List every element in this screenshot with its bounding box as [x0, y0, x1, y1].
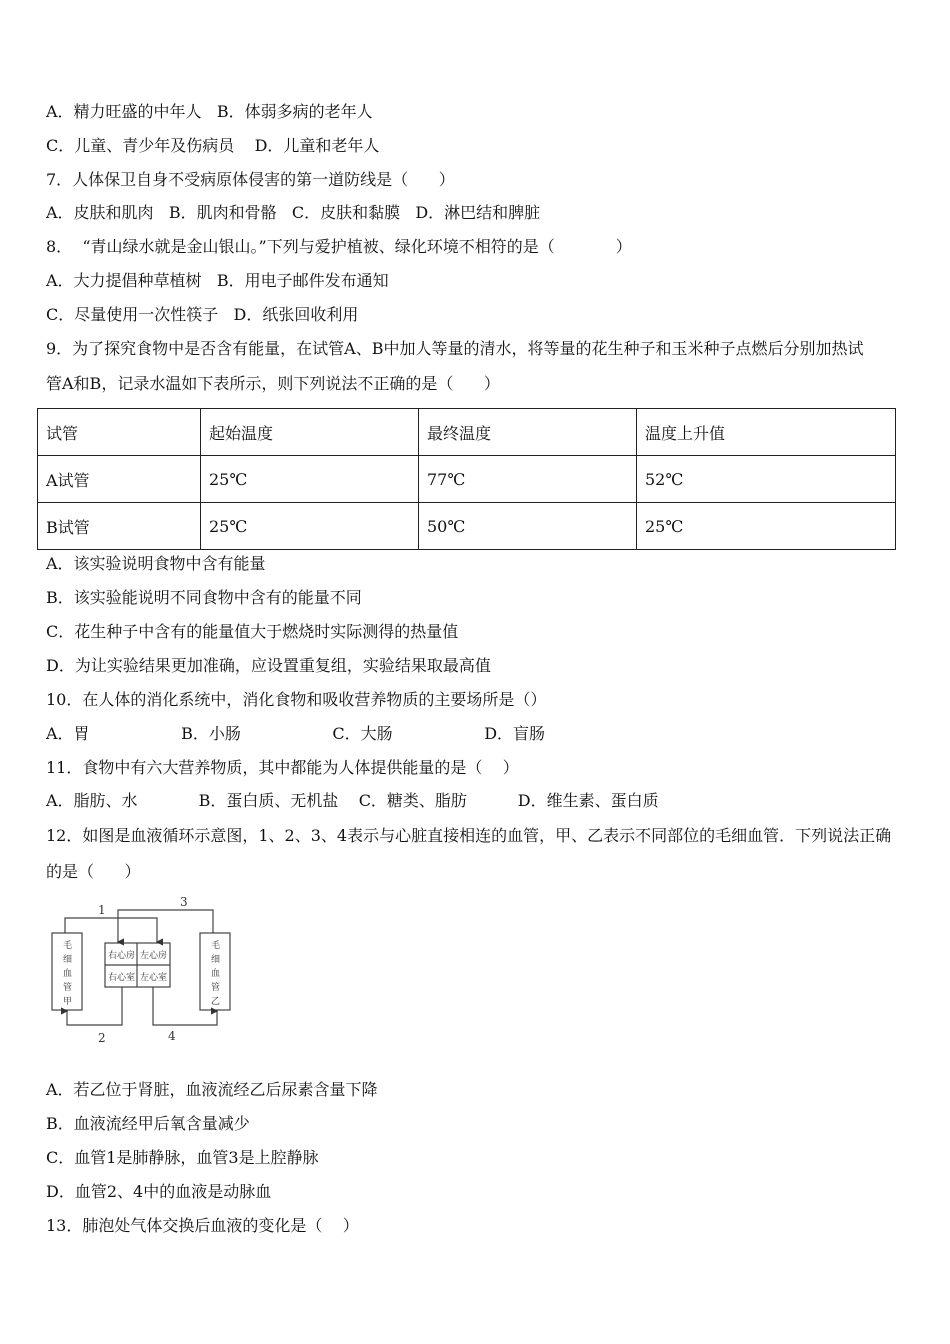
svg-text:细: 细: [211, 955, 221, 965]
option-line: D．为让实验结果更加准确，应设置重复组，实验结果取最高值: [46, 656, 491, 675]
svg-text:血: 血: [63, 969, 73, 979]
vessel-2: [67, 987, 122, 1025]
question-8: 8． “青山绿水就是金山银山。”下列与爱护植被、绿化环境不相符的是（ ）: [46, 237, 632, 256]
question-11: 11．食物中有六大营养物质，其中都能为人体提供能量的是（ ）: [46, 758, 519, 777]
table-cell: 25℃: [201, 503, 419, 550]
option-line: C．儿童、青少年及伤病员 D．儿童和老年人: [46, 136, 380, 155]
left-atrium-label: 左心房: [140, 951, 168, 961]
option-line: A．胃 B．小肠 C．大肠 D．盲肠: [46, 724, 546, 743]
vessel-2-label: 2: [98, 1031, 106, 1045]
svg-text:管: 管: [211, 983, 221, 993]
table-cell: A试管: [38, 456, 201, 503]
option-line: D．血管2、4中的血液是动脉血: [46, 1182, 272, 1201]
question-13: 13．肺泡处气体交换后血液的变化是（ ）: [46, 1216, 359, 1235]
vessel-4: [153, 987, 217, 1025]
table-cell: 50℃: [419, 503, 637, 550]
svg-text:毛: 毛: [63, 941, 73, 951]
svg-text:乙: 乙: [211, 997, 221, 1007]
temperature-table: [37, 408, 896, 550]
svg-text:甲: 甲: [63, 997, 73, 1007]
question-10: 10．在人体的消化系统中，消化食物和吸收营养物质的主要场所是（）: [46, 690, 547, 709]
vessel-1-label: 1: [98, 903, 106, 917]
table-row: [38, 503, 896, 550]
option-line: C．血管1是肺静脉，血管3是上腔静脉: [46, 1148, 319, 1167]
table-header: 温度上升值: [637, 409, 896, 456]
capillary-yi-label: [211, 940, 220, 1007]
vessel-3: [118, 910, 213, 942]
table-cell: 25℃: [637, 503, 896, 550]
table-row: [38, 456, 896, 503]
table-header-row: [38, 409, 896, 456]
vessel-4-label: 4: [168, 1029, 176, 1043]
right-atrium-label: 右心房: [108, 951, 136, 961]
option-line: A．皮肤和肌肉 B．肌肉和骨骼 C．皮肤和黏膜 D．淋巴结和脾脏: [46, 203, 541, 222]
table-header: 试管: [38, 409, 201, 456]
option-line: A．该实验说明食物中含有能量: [46, 554, 266, 573]
svg-text:毛: 毛: [211, 941, 221, 951]
table-header: 最终温度: [419, 409, 637, 456]
option-line: B．血液流经甲后氧含量减少: [46, 1114, 250, 1133]
option-line: C．花生种子中含有的能量值大于燃烧时实际测得的热量值: [46, 622, 459, 641]
option-line: A．脂肪、水 B．蛋白质、无机盐 C．糖类、脂肪 D．维生素、蛋白质: [46, 791, 659, 810]
blood-circulation-diagram: [40, 890, 240, 1050]
question-9: 9．为了探究食物中是否含有能量，在试管A、B中加人等量的清水，将等量的花生种子和玉米种子点燃后分别加热试: [46, 339, 864, 358]
table-cell: B试管: [38, 503, 201, 550]
svg-text:细: 细: [63, 955, 73, 965]
question-7: 7．人体保卫自身不受病原体侵害的第一道防线是（ ）: [46, 170, 455, 189]
table-cell: 52℃: [637, 456, 896, 503]
svg-text:血: 血: [211, 969, 221, 979]
right-ventricle-label: 右心室: [108, 973, 136, 983]
vessel-1: [65, 918, 157, 942]
question-12-cont: 的是（ ）: [46, 862, 141, 881]
question-9-cont: 管A和B，记录水温如下表所示，则下列说法不正确的是（ ）: [46, 374, 500, 393]
svg-text:管: 管: [63, 983, 73, 993]
table-header: 起始温度: [201, 409, 419, 456]
question-12: 12．如图是血液循环示意图，1、2、3、4表示与心脏直接相连的血管，甲、乙表示不同部位的毛细血管．下列说法正确: [46, 826, 892, 845]
option-line: C．尽量使用一次性筷子 D．纸张回收利用: [46, 305, 359, 324]
option-line: A．精力旺盛的中年人 B．体弱多病的老年人: [46, 102, 373, 121]
left-ventricle-label: 左心室: [140, 973, 168, 983]
table-cell: 25℃: [201, 456, 419, 503]
vessel-3-label: 3: [180, 895, 188, 909]
option-line: B．该实验能说明不同食物中含有的能量不同: [46, 588, 362, 607]
table-cell: 77℃: [419, 456, 637, 503]
capillary-jia-label: [63, 940, 72, 1007]
option-line: A．若乙位于肾脏，血液流经乙后尿素含量下降: [46, 1080, 378, 1099]
option-line: A．大力提倡种草植树 B．用电子邮件发布通知: [46, 271, 389, 290]
